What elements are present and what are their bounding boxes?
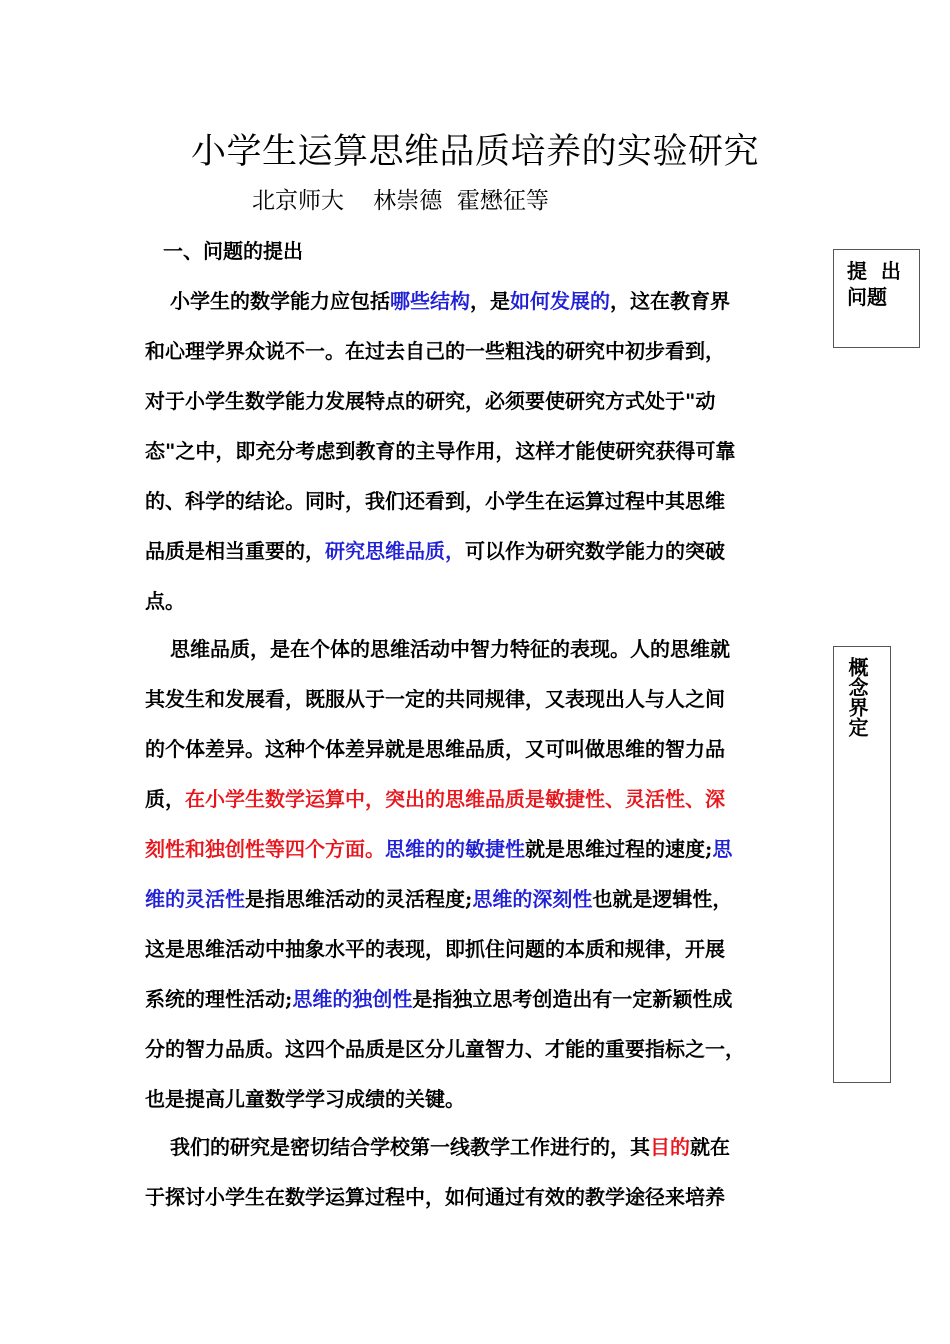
paragraph-line: 思维品质，是在个体的思维活动中智力特征的表现。人的思维就 <box>170 637 730 661</box>
paragraph-research-purpose <box>145 1122 809 1222</box>
text-run: 小学生的数学能力应包括 <box>170 289 390 313</box>
paragraph-line: 也是提高儿童数学学习成绩的关键。 <box>145 1087 465 1111</box>
document-title: 小学生运算思维品质培养的实验研究 <box>190 132 759 172</box>
highlight-blue: 如何发展的 <box>510 289 610 313</box>
paragraph-line <box>145 824 809 874</box>
author-line <box>252 183 549 219</box>
paragraph-line <box>145 874 809 924</box>
text-run: 也就是逻辑性， <box>592 887 733 911</box>
paragraph-line: 点。 <box>145 589 185 613</box>
text-run: 我们的研究是密切结合学校第一线教学工作进行的，其 <box>170 1135 650 1159</box>
highlight-blue: 维的灵活性 <box>145 887 245 911</box>
paragraph-line: 态"之中，即充分考虑到教育的主导作用，这样才能使研究获得可靠 <box>145 439 736 463</box>
paragraph-line: 分的智力品质。这四个品质是区分儿童智力、才能的重要指标之一， <box>145 1037 745 1061</box>
highlight-blue: 思维的的敏捷性 <box>385 837 525 861</box>
author-gap <box>344 188 373 214</box>
margin-note-concept <box>833 646 891 1083</box>
paragraph-line: 于探讨小学生在数学运算过程中，如何通过有效的教学途径来培养 <box>145 1185 725 1209</box>
paragraph-line: 的、科学的结论。同时，我们还看到，小学生在运算过程中其思维 <box>145 489 725 513</box>
paragraph-problem-statement <box>145 276 809 626</box>
highlight-red: 刻性和独创性等四个方面。 <box>145 837 385 861</box>
highlight-blue: 思维的独创性 <box>292 987 413 1011</box>
text-run: 就是思维过程的速度; <box>525 837 713 861</box>
text-run: 就在 <box>690 1135 730 1159</box>
paragraph-line: 其发生和发展看，既服从于一定的共同规律，又表现出人与人之间 <box>145 687 725 711</box>
text-run: 系统的理性活动; <box>145 987 293 1011</box>
paragraph-line: 的个体差异。这种个体差异就是思维品质，又可叫做思维的智力品 <box>145 737 725 761</box>
margin-note-line: 问题 <box>847 285 887 309</box>
paragraph-line: 和心理学界众说不一。在过去自己的一些粗浅的研究中初步看到， <box>145 339 725 363</box>
paragraph-line <box>145 774 809 824</box>
author-institution: 北京师大 <box>252 188 344 214</box>
highlight-red: 在小学生数学运算中，突出的思维品质是敏捷性、灵活性、深 <box>185 787 725 811</box>
text-run: 是指思维活动的灵活程度; <box>245 887 473 911</box>
highlight-blue: 哪些结构 <box>390 289 470 313</box>
text-run: 可以作为研究数学能力的突破 <box>465 539 725 563</box>
margin-note-problem <box>833 249 920 348</box>
highlight-blue: 思维的深刻性 <box>472 887 593 911</box>
paragraph-line <box>145 276 809 326</box>
paragraph-line: 这是思维活动中抽象水平的表现，即抓住问题的本质和规律，开展 <box>145 937 725 961</box>
text-run: ，是 <box>470 289 510 313</box>
margin-note-vertical-text: 概念界定 <box>845 657 869 737</box>
paragraph-line <box>145 526 809 576</box>
margin-note-line: 提 出 <box>847 259 901 283</box>
text-run: 是指独立思考创造出有一定新颖性成 <box>412 987 733 1011</box>
paragraph-line: 对于小学生数学能力发展特点的研究，必须要使研究方式处于"动 <box>145 389 716 413</box>
author-names: 林崇德 霍懋征等 <box>373 188 549 214</box>
text-run: 品质是相当重要的， <box>145 539 325 563</box>
highlight-blue: 研究思维品质， <box>325 539 465 563</box>
highlight-blue: 思 <box>712 837 733 861</box>
paragraph-line <box>145 1122 809 1172</box>
highlight-red: 目的 <box>650 1135 690 1159</box>
text-run: 质， <box>145 787 185 811</box>
text-run: ，这在教育界 <box>610 289 730 313</box>
paragraph-concept-definition <box>145 624 809 1124</box>
paragraph-line <box>145 974 809 1024</box>
section-heading: 一、问题的提出 <box>163 239 303 263</box>
